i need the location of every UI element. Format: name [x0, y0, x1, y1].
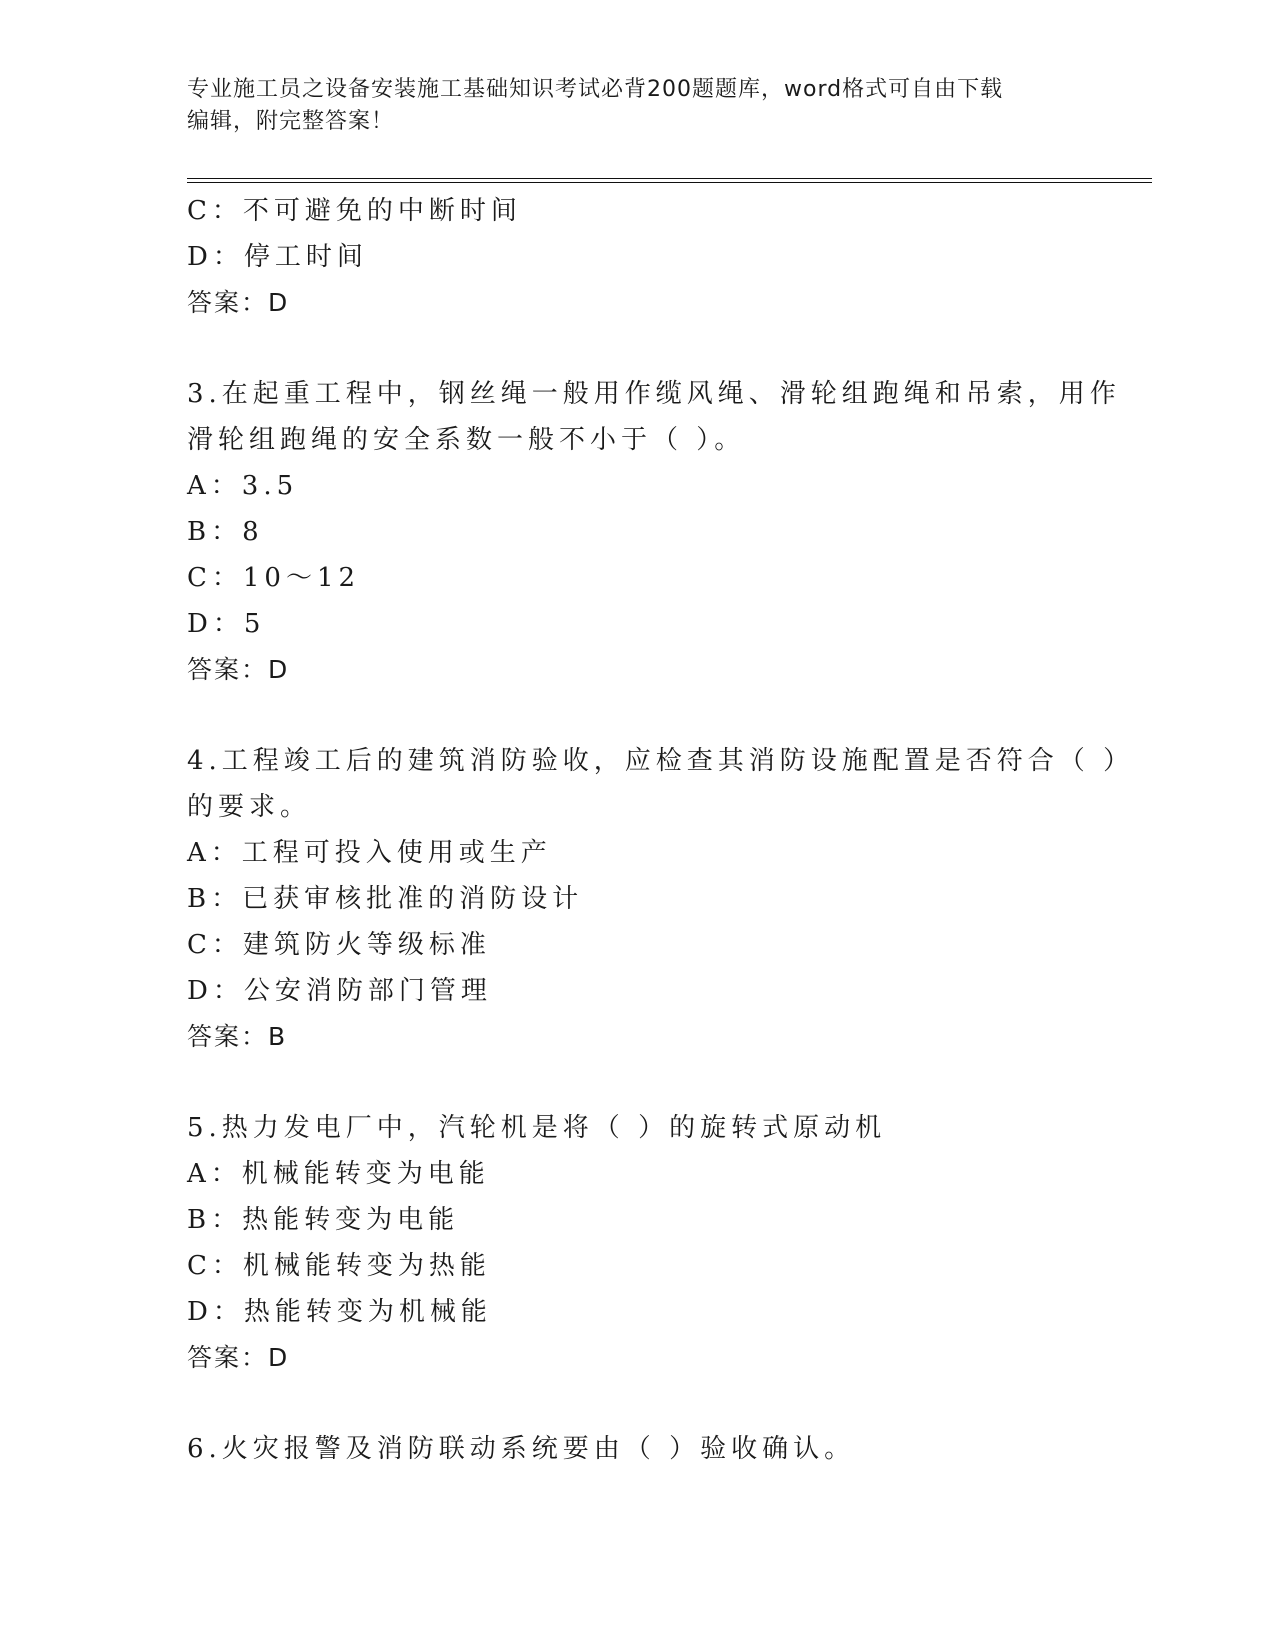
answer-line: 答案：D [187, 288, 290, 317]
answer-line: 答案：B [187, 1022, 288, 1051]
question-stem-line-1: 4.工程竣工后的建筑消防验收，应检查其消防设施配置是否符合（ ） [187, 746, 1135, 776]
question-stem-line-1: 5.热力发电厂中，汽轮机是将（ ）的旋转式原动机 [187, 1113, 887, 1143]
question-5 [187, 1105, 1067, 1381]
option-c: C：机械能转变为热能 [187, 1251, 491, 1281]
answer-line: 答案：D [187, 655, 290, 684]
option-d: D：5 [187, 609, 266, 639]
question-stem-line-2: 的要求。 [187, 792, 312, 822]
question-2-tail [187, 188, 1067, 326]
option-a: A：3.5 [187, 471, 299, 501]
question-stem-line-1: 3.在起重工程中，钢丝绳一般用作缆风绳、滑轮组跑绳和吊索，用作 [187, 379, 1121, 409]
option-b: B：已获审核批准的消防设计 [187, 884, 584, 914]
header-title-line-1: 专业施工员之设备安装施工基础知识考试必背200题题库，word格式可自由下载 [187, 77, 1004, 102]
option-a: A：机械能转变为电能 [187, 1159, 490, 1189]
option-d: D：停工时间 [187, 242, 368, 272]
document-header [187, 74, 1087, 138]
question-3 [187, 371, 1121, 693]
option-a: A：工程可投入使用或生产 [187, 838, 552, 868]
question-4 [187, 738, 1135, 1060]
option-c: C：建筑防火等级标准 [187, 930, 491, 960]
header-title-line-2: 编辑，附完整答案！ [187, 109, 395, 134]
option-c: C：不可避免的中断时间 [187, 196, 522, 226]
question-stem-line-2: 滑轮组跑绳的安全系数一般不小于（ ）。 [187, 425, 746, 455]
option-c: C：10～12 [187, 563, 361, 593]
option-d: D：公安消防部门管理 [187, 976, 492, 1006]
answer-line: 答案：D [187, 1343, 290, 1372]
option-d: D：热能转变为机械能 [187, 1297, 492, 1327]
question-list [187, 188, 1135, 1472]
question-stem-line-1: 6.火灾报警及消防联动系统要由（ ）验收确认。 [187, 1434, 856, 1464]
option-b: B：热能转变为电能 [187, 1205, 460, 1235]
option-b: B：8 [187, 517, 264, 547]
header-divider-top [187, 178, 1152, 179]
question-6 [187, 1426, 1067, 1472]
header-divider-bottom [187, 182, 1152, 183]
